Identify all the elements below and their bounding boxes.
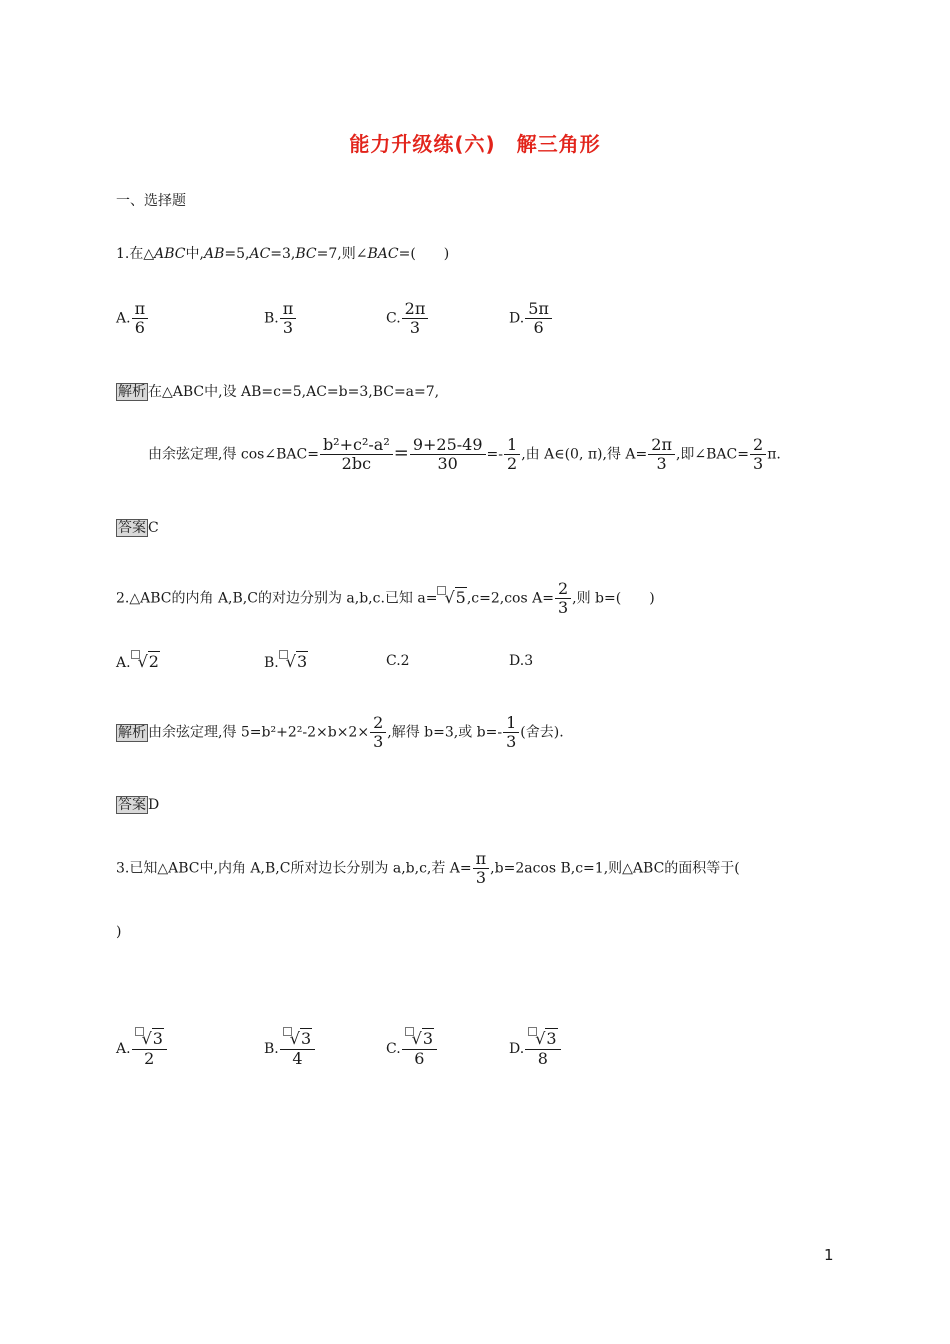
question-1-stem: 1.在△ABC中,AB=5,AC=3,BC=7,则∠BAC=( ) — [116, 246, 450, 262]
sqrt-symbol: √5 — [437, 588, 466, 608]
q2-option-c: C.2 — [386, 653, 410, 669]
q2-answer: 答案 D — [118, 797, 160, 813]
question-3-stem-cont: ) — [116, 924, 122, 940]
q2-option-a: A. √2 — [116, 652, 159, 671]
q1-option-b: B. $\frac{\pi}{3}$ — [264, 300, 297, 337]
q2-analysis: 解析 由余弦定理,得 5=b²+2²-2×b×2× $\frac{2}{3}$ ,解得 b=3,或 b=- $\frac{1}{3}$ (舍去). — [118, 713, 564, 751]
q1-option-d: D. $\frac{5\pi}{6}$ — [509, 300, 553, 337]
q1-analysis-line2: 由余弦定理,得 cos∠BAC= $\frac{\text{b²+c²-a²}}{2bc}$ = $\frac{9+25-49}{30}$ =- $\frac{1}{2}$ ,由 A∈(0, π),得 A= $\frac{2\pi}{3}$ ,即∠BAC= $\frac{2}{3}$ π. — [148, 435, 781, 473]
q3-option-a: A. $\frac{√3}{2}$ — [116, 1030, 168, 1068]
answer-tag: 答案 — [118, 520, 146, 536]
q1-analysis-line1: 解析 在△ABC中,设 AB=c=5,AC=b=3,BC=a=7, — [118, 384, 440, 400]
q2-option-b: B. √3 — [264, 652, 308, 671]
page-number: 1 — [824, 1246, 834, 1264]
q1-answer: 答案 C — [118, 520, 159, 536]
analysis-tag: 解析 — [118, 724, 146, 741]
q1-option-c: C. $\frac{2\pi}{3}$ — [386, 300, 429, 337]
q1-option-a: A. $\frac{\pi}{6}$ — [116, 300, 149, 337]
page-title: 能力升级练(六) 解三角形 — [349, 132, 601, 156]
answer-tag: 答案 — [118, 797, 146, 813]
section-heading: 一、选择题 — [116, 193, 186, 209]
question-3-stem: 3.已知△ABC中,内角 A,B,C所对边长分别为 a,b,c,若 A= $\frac{\pi}{3}$ ,b=2acos B,c=1,则△ABC的面积等于( — [116, 849, 740, 887]
q3-option-c: C. $\frac{√3}{6}$ — [386, 1030, 438, 1068]
q2-option-d: D.3 — [509, 653, 534, 669]
question-2-stem: 2.△ABC的内角 A,B,C的对边分别为 a,b,c.已知 a= √5,c=2,cos A= $\frac{2}{3}$ ,则 b=( ) — [116, 579, 655, 617]
q3-option-b: B. $\frac{√3}{4}$ — [264, 1030, 316, 1068]
analysis-tag: 解析 — [118, 384, 146, 400]
q3-option-d: D. $\frac{√3}{8}$ — [509, 1030, 562, 1068]
